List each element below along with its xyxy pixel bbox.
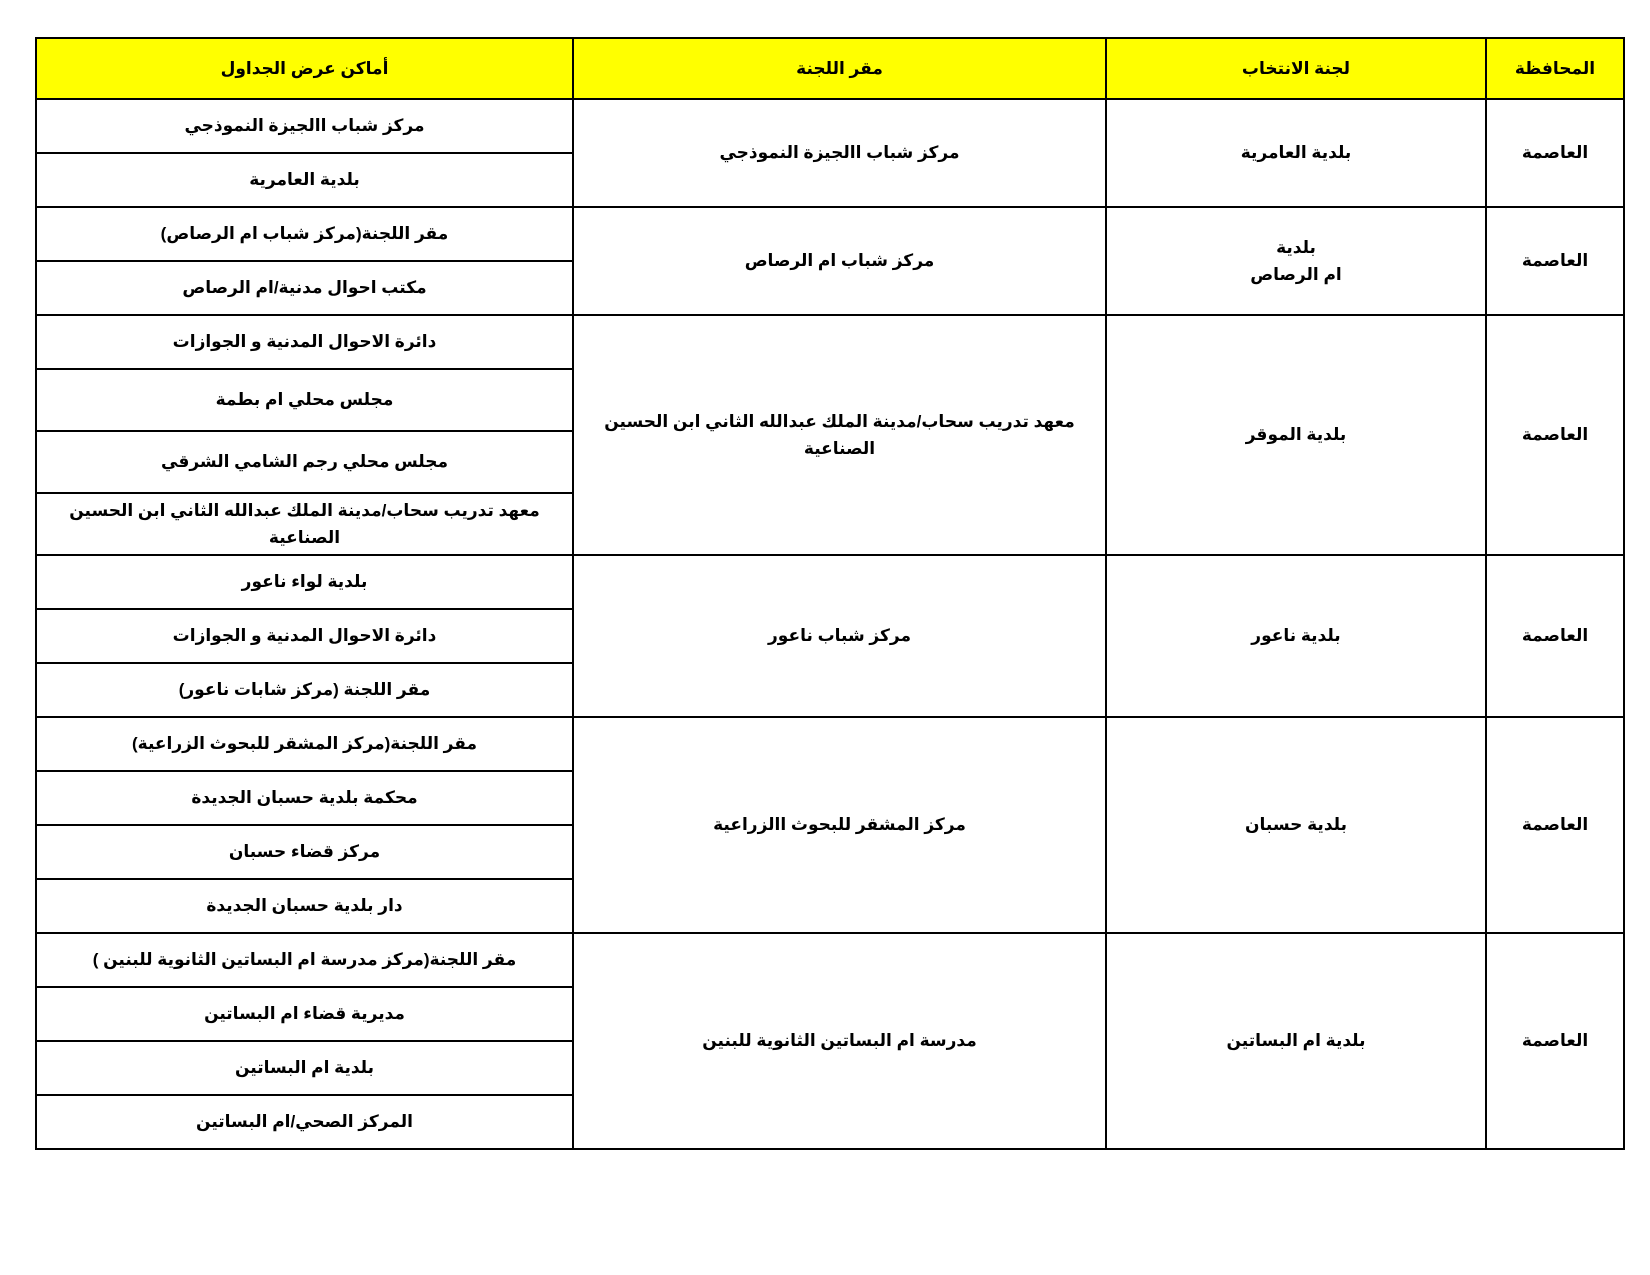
election-committee-cell: بلدية ام الرصاص bbox=[1106, 207, 1486, 315]
header-governorate: المحافظة bbox=[1486, 38, 1624, 99]
table-body bbox=[36, 99, 1624, 1149]
place-cell: معهد تدريب سحاب/مدينة الملك عبدالله الثاني ابن الحسين الصناعية bbox=[36, 493, 573, 555]
table-row bbox=[36, 99, 1624, 153]
governorate-cell: العاصمة bbox=[1486, 717, 1624, 933]
header-places: أماكن عرض الجداول bbox=[36, 38, 573, 99]
committee-hq-cell: مركز المشقر للبحوث االزراعية bbox=[573, 717, 1106, 933]
governorate-cell: العاصمة bbox=[1486, 555, 1624, 717]
place-cell: بلدية العامرية bbox=[36, 153, 573, 207]
table-row bbox=[36, 555, 1624, 609]
table-row bbox=[36, 717, 1624, 771]
place-cell: المركز الصحي/ام البساتين bbox=[36, 1095, 573, 1149]
governorate-cell: العاصمة bbox=[1486, 99, 1624, 207]
table-row bbox=[36, 933, 1624, 987]
election-committee-cell: بلدية العامرية bbox=[1106, 99, 1486, 207]
committee-hq-cell: معهد تدريب سحاب/مدينة الملك عبدالله الثاني ابن الحسين الصناعية bbox=[573, 315, 1106, 555]
place-cell: دار بلدية حسبان الجديدة bbox=[36, 879, 573, 933]
election-committee-cell: بلدية الموقر bbox=[1106, 315, 1486, 555]
table-row bbox=[36, 315, 1624, 369]
place-cell: محكمة بلدية حسبان الجديدة bbox=[36, 771, 573, 825]
place-cell: مقر اللجنة (مركز شابات ناعور) bbox=[36, 663, 573, 717]
table-row bbox=[36, 207, 1624, 261]
committee-hq-cell: مركز شباب االجيزة النموذجي bbox=[573, 99, 1106, 207]
place-cell: مركز قضاء حسبان bbox=[36, 825, 573, 879]
place-cell: بلدية ام البساتين bbox=[36, 1041, 573, 1095]
place-cell: بلدية لواء ناعور bbox=[36, 555, 573, 609]
place-cell: دائرة الاحوال المدنية و الجوازات bbox=[36, 609, 573, 663]
place-cell: مجلس محلي رجم الشامي الشرقي bbox=[36, 431, 573, 493]
header-row bbox=[36, 38, 1624, 99]
election-committee-cell: بلدية ناعور bbox=[1106, 555, 1486, 717]
place-cell: دائرة الاحوال المدنية و الجوازات bbox=[36, 315, 573, 369]
place-cell: مديرية قضاء ام البساتين bbox=[36, 987, 573, 1041]
place-cell: مقر اللجنة(مركز شباب ام الرصاص) bbox=[36, 207, 573, 261]
governorate-cell: العاصمة bbox=[1486, 933, 1624, 1149]
place-cell: مجلس محلي ام بطمة bbox=[36, 369, 573, 431]
place-cell: مقر اللجنة(مركز مدرسة ام البساتين الثانوية للبنين ) bbox=[36, 933, 573, 987]
header-hq: مقر اللجنة bbox=[573, 38, 1106, 99]
election-committee-cell: بلدية ام البساتين bbox=[1106, 933, 1486, 1149]
place-cell: مركز شباب االجيزة النموذجي bbox=[36, 99, 573, 153]
polling-places-table bbox=[35, 37, 1625, 1150]
place-cell: مقر اللجنة(مركز المشقر للبحوث الزراعية) bbox=[36, 717, 573, 771]
committee-hq-cell: مركز شباب ناعور bbox=[573, 555, 1106, 717]
governorate-cell: العاصمة bbox=[1486, 207, 1624, 315]
committee-hq-cell: مركز شباب ام الرصاص bbox=[573, 207, 1106, 315]
committee-hq-cell: مدرسة ام البساتين الثانوية للبنين bbox=[573, 933, 1106, 1149]
election-committee-cell: بلدية حسبان bbox=[1106, 717, 1486, 933]
place-cell: مكتب احوال مدنية/ام الرصاص bbox=[36, 261, 573, 315]
governorate-cell: العاصمة bbox=[1486, 315, 1624, 555]
header-committee: لجنة الانتخاب bbox=[1106, 38, 1486, 99]
